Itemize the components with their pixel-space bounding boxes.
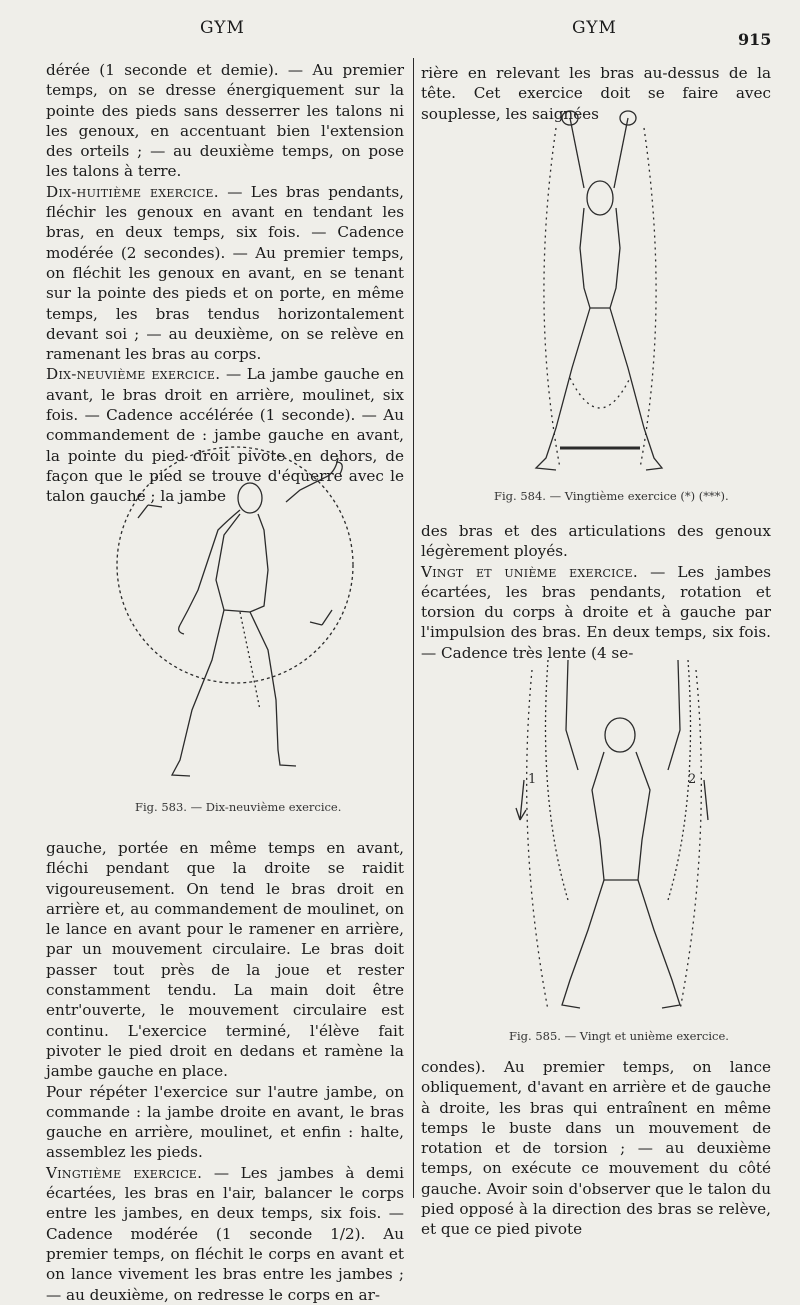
figure-583-caption: Fig. 583. — Dix-neuvième exercice. [135,800,342,814]
paragraph-text: des bras et des articulations des genoux légèrement ployés. [421,522,771,561]
left-column-bottom-text [46,838,404,1305]
front-leg [250,612,296,766]
left-arm [570,118,584,188]
exercise-heading: Vingt et unième exercice. [421,562,638,581]
direction-arrow-left [516,780,526,820]
direction-arrow-top [138,505,162,518]
paragraph-text: gauche, portée en même temps en avant, fléchi pendant que la droite se raidit vigoureusement. On tend le bras droit en arrière et, au commandement de moulinet, on le lance en avant pour le ramener en arrière, par un mouvement circulaire. Le bras doit passer tout près de la joue et rester constamment tendu. La main doit être entr'ouverte, le mouvement circulaire est continu. L'exercice terminé, l'élève fait pivoter le pied droit en dedans et ramène la jambe gauche en place. [46,839,404,1081]
paragraph [46,60,404,182]
right-arm [614,118,628,188]
arm-circle-path [117,447,353,683]
figure-583-drawing [100,410,370,790]
figure-585-label-1: 1 [528,772,537,787]
head [587,181,613,215]
exercise-heading: Vingtième exercice. [46,1163,203,1182]
torso [216,514,268,612]
running-header-left: GYM [200,18,245,38]
head [238,483,262,513]
left-leg [536,308,590,470]
right-leg [610,308,662,470]
figure-584-caption: Fig. 584. — Vingtième exercice (*) (***). [494,489,729,503]
paragraph-text: — Les bras pendants, fléchir les genoux en avant en tendant les bras, en deux temps, six fois. — Cadence modérée (2 secondes). — Au premier temps, on fléchit les genoux en avant, en se tenant sur la pointe des pieds et on porte, en même temps, les bras tendus horizontalement devant soi ; — au deuxième, on se relève en ramenant les bras au corps. [46,182,404,364]
column-divider [413,58,414,1198]
paragraph [46,1082,404,1163]
figure-585-drawing [508,640,718,1025]
torso [580,208,620,308]
paragraph [46,1163,404,1305]
right-column-bottom-text [421,1057,771,1240]
paragraph-text: — Les jambes écartées, les bras pendants, rotation et torsion du corps à droite et à gauche par l'impulsion des bras. En deux temps, six fois. — Cadence très lente (4 se- [421,562,771,662]
figure-584-drawing [500,108,700,488]
paragraph-text: Pour répéter l'exercice sur l'autre jambe, on commande : la jambe droite en avant, le bras gauche en arrière, moulinet, et enfin : halte, assemblez les pieds. [46,1082,404,1162]
running-header-right: GYM [572,18,617,38]
paragraph [421,1057,771,1240]
page-number: 915 [738,30,772,49]
paragraph-text: condes). Au premier temps, on lance obliquement, d'avant en arrière et de gauche à droite, les bras qui entraînent en même temps le buste dans un mouvement de rotation et de torsion ; — au deuxième temps, on exécute ce mouvement du côté gauche. Avoir soin d'observer que le talon du pied opposé à la direction des bras se relève, et que ce pied pivote [421,1058,771,1239]
paragraph [421,521,771,562]
right-arm [668,660,680,770]
figure-585-caption: Fig. 585. — Vingt et unième exercice. [509,1029,729,1043]
paragraph-text: rière en relevant les bras au-dessus de la tête. Cet exercice doit se faire avec souplesse, les saignées [421,64,771,123]
figure-585-label-2: 2 [688,772,697,787]
exercise-heading: Dix-huitième exercice. [46,182,219,201]
paragraph [46,182,404,365]
figure-584 [500,108,700,488]
head [605,718,635,752]
figure-585 [508,640,718,1025]
direction-arrow-bottom [310,610,332,625]
paragraph-text: dérée (1 seconde et demie). — Au premier temps, on se dresse énergiquement sur la pointe des pieds sans desserrer les talons ni les genoux, en accentuant bien l'extension des orteils ; — au deuxième temps, on pose les talons à terre. [46,61,404,181]
back-arm [180,510,240,625]
back-leg [172,610,224,776]
right-leg [638,880,680,1008]
figure-583 [100,410,370,790]
paragraph [46,838,404,1082]
torso [592,752,650,880]
left-arm [566,660,578,770]
paragraph-text: — La jambe gauche en avant, le bras droit en arrière, moulinet, six fois. — Cadence accélérée (1 seconde). — Au commandement de : jambe gauche en avant, la pointe du pied droit pivote en dehors, de façon que le pied se trouve d'équerre avec le talon gauche ; la jambe [46,365,404,506]
paragraph-text: — Les jambes à demi écartées, les bras en l'air, balancer le corps entre les jambes, en deux temps, six fois. — Cadence modérée (1 seconde 1/2). Au premier temps, on fléchit le corps en avant et on lance vivement les bras entre les jambes ; — au deuxième, on redresse le corps en ar- [46,1163,405,1304]
exercise-heading: Dix-neuvième exercice. [46,365,221,384]
